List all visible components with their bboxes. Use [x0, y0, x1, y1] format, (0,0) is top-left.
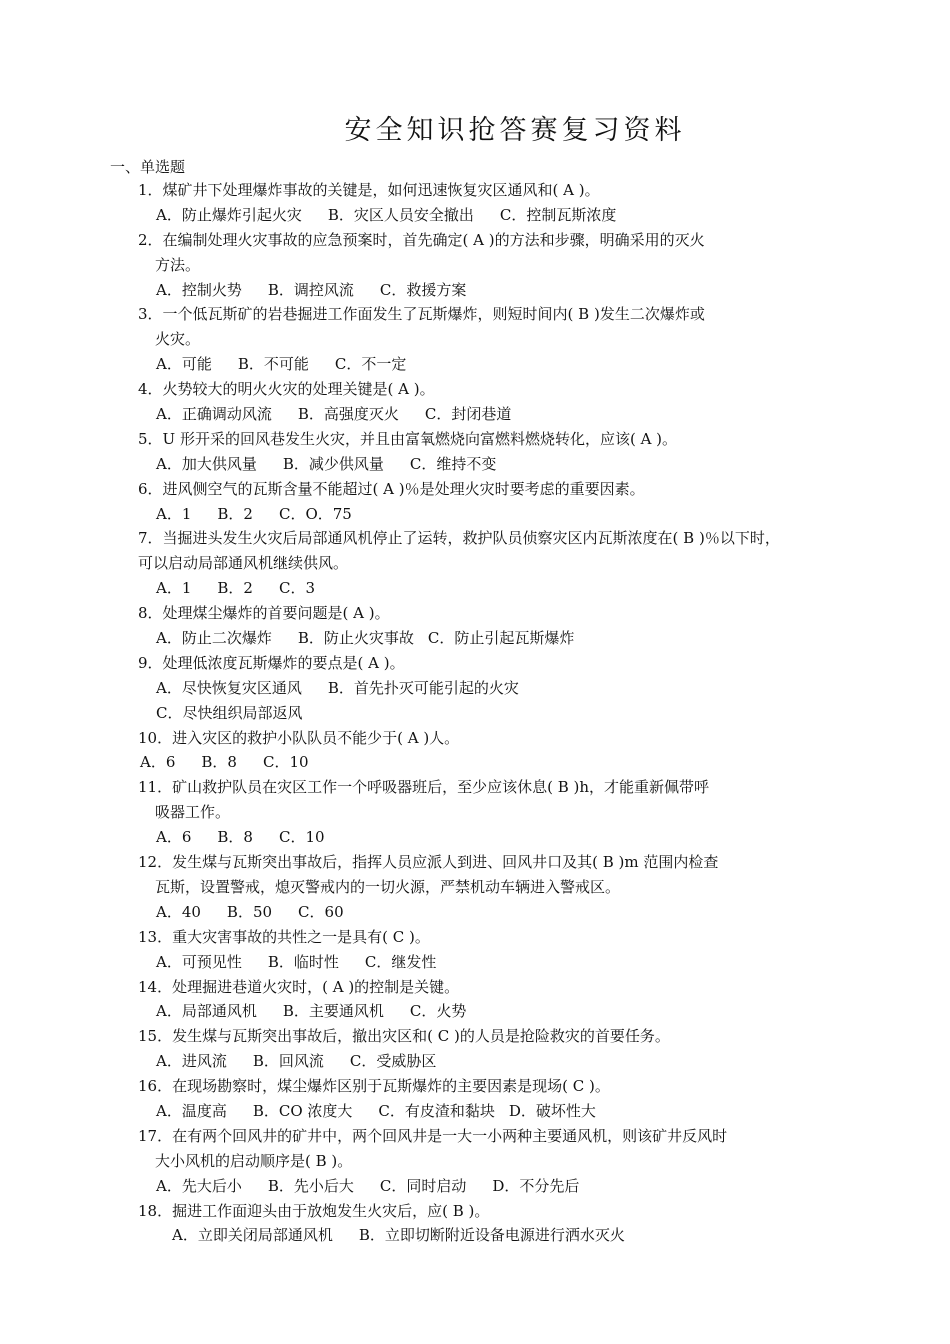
- options-row: [0, 452, 950, 477]
- question-text: 发生煤与瓦斯突出事故后，撤出灾区和( C )的人员是抢险救灾的首要任务。: [172, 1027, 670, 1046]
- question-item: [0, 850, 950, 925]
- option: B．CO 浓度大: [252, 1101, 353, 1120]
- option: A．1: [156, 504, 192, 523]
- question-text: 处理低浓度瓦斯爆炸的要点是( A )。: [162, 653, 405, 672]
- question-text: 处理煤尘爆炸的首要问题是( A )。: [162, 604, 390, 623]
- option: C．受威胁区: [349, 1052, 437, 1071]
- question-item: [0, 228, 950, 303]
- question-line-cont: 瓦斯，设置警戒，熄灭警戒内的一切火源，严禁机动车辆进入警戒区。: [155, 877, 621, 896]
- question-line: [0, 775, 950, 800]
- option: D．破坏性大: [508, 1101, 596, 1120]
- option: B．回风流: [252, 1052, 324, 1071]
- question-line: [0, 1024, 950, 1049]
- option: A．温度高: [156, 1101, 227, 1120]
- option: A．局部通风机: [156, 1002, 257, 1021]
- question-item: [0, 925, 950, 975]
- option: A．1: [156, 579, 192, 598]
- question-number: 1．: [138, 181, 163, 199]
- question-item: [0, 726, 950, 776]
- question-text: 在现场勘察时，煤尘爆炸区别于瓦斯爆炸的主要因素是现场( C )。: [172, 1077, 610, 1096]
- option: A．可能: [156, 355, 212, 374]
- options-row: [0, 750, 950, 775]
- question-number: 17．: [138, 1126, 173, 1145]
- option: B．先小后大: [267, 1176, 354, 1195]
- options-row: [0, 626, 950, 651]
- question-item: [0, 651, 950, 726]
- question-item: [0, 1124, 950, 1199]
- question-text: 进入灾区的救护小队队员不能少于( A )人。: [172, 728, 460, 747]
- options-row: [0, 402, 950, 427]
- page-title: 安全知识抢答赛复习资料: [344, 115, 686, 146]
- question-line: [0, 427, 950, 452]
- option: C．防止引起瓦斯爆炸: [427, 629, 575, 648]
- option: C．有皮渣和黏块: [378, 1101, 495, 1120]
- option: C．不一定: [334, 355, 407, 374]
- options-row: [0, 825, 950, 850]
- question-number: 9．: [138, 653, 163, 672]
- option: C．封闭巷道: [424, 405, 512, 424]
- question-number: 12．: [138, 853, 173, 872]
- option: C．O．75: [278, 504, 352, 523]
- question-text: 在编制处理火灾事故的应急预案时，首先确定( A )的方法和步骤，明确采用的灭火: [162, 230, 705, 249]
- option: A．正确调动风流: [156, 405, 272, 424]
- option: A．6: [156, 828, 192, 847]
- question-line: [0, 377, 950, 402]
- question-number: 3．: [138, 305, 163, 324]
- question-line: [0, 975, 950, 1000]
- option: B．2: [217, 579, 253, 598]
- option: B．8: [217, 828, 253, 847]
- section-heading: 一、单选题: [110, 158, 186, 176]
- question-number: 7．: [138, 529, 163, 548]
- option: C．继发性: [364, 952, 437, 971]
- options-row: [0, 278, 950, 303]
- option: D．不分先后: [492, 1176, 580, 1195]
- option: C．3: [278, 579, 315, 598]
- question-list: [0, 178, 950, 1248]
- question-item: [0, 1199, 950, 1249]
- question-item: [0, 526, 950, 601]
- question-number: 2．: [138, 230, 163, 249]
- question-item: [0, 601, 950, 651]
- options-row: [0, 1049, 950, 1074]
- option: B．减少供风量: [282, 454, 384, 473]
- option: C．尽快组织局部返风: [156, 703, 303, 722]
- option: C．10: [278, 828, 325, 847]
- question-line-cont: 可以启动局部通风机继续供风。: [138, 554, 349, 573]
- option: C．控制瓦斯浓度: [499, 205, 617, 224]
- question-number: 11．: [138, 778, 173, 797]
- question-line: [0, 601, 950, 626]
- option: A．控制火势: [156, 280, 242, 299]
- option: B．高强度灭火: [297, 405, 399, 424]
- question-text: 重大灾害事故的共性之一是具有( C )。: [172, 927, 430, 946]
- option: C．救援方案: [379, 280, 467, 299]
- question-line-cont: 方法。: [155, 255, 201, 274]
- options-row: [0, 900, 950, 925]
- question-item: [0, 377, 950, 427]
- option: A．可预见性: [156, 952, 242, 971]
- question-line: [0, 228, 950, 253]
- option: C．10: [262, 753, 309, 772]
- question-number: 15．: [138, 1027, 173, 1046]
- question-item: [0, 775, 950, 850]
- question-number: 6．: [138, 479, 163, 498]
- question-line-cont: 吸器工作。: [155, 803, 231, 822]
- option: A．进风流: [156, 1052, 227, 1071]
- question-text: 矿山救护队员在灾区工作一个呼吸器班后，至少应该休息( B )h，才能重新佩带呼: [172, 778, 710, 797]
- option: A．6: [140, 753, 176, 772]
- question-line-cont: 大小风机的启动顺序是( B )。: [155, 1151, 353, 1170]
- question-text: 煤矿井下处理爆炸事故的关键是，如何迅速恢复灾区通风和( A )。: [162, 181, 600, 199]
- question-line: [0, 850, 950, 875]
- option: C．火势: [409, 1002, 467, 1021]
- options-row: [0, 1223, 950, 1248]
- question-line: [0, 477, 950, 502]
- option: C．同时启动: [379, 1176, 467, 1195]
- option: A．先大后小: [156, 1176, 242, 1195]
- question-line: [0, 651, 950, 676]
- question-number: 13．: [138, 927, 173, 946]
- question-item: [0, 1074, 950, 1124]
- question-number: 4．: [138, 380, 163, 399]
- question-line: [0, 178, 950, 203]
- option: B．8: [201, 753, 237, 772]
- question-number: 18．: [138, 1201, 173, 1220]
- option: A．加大供风量: [156, 454, 257, 473]
- option: B．调控风流: [267, 280, 354, 299]
- question-line: [0, 526, 950, 551]
- options-row: [0, 576, 950, 601]
- option: B．不可能: [237, 355, 309, 374]
- options-row: [0, 203, 950, 228]
- question-item: [0, 975, 950, 1025]
- question-text: 一个低瓦斯矿的岩巷掘进工作面发生了瓦斯爆炸，则短时间内( B )发生二次爆炸或: [162, 305, 705, 324]
- question-text: 掘进工作面迎头由于放炮发生火灾后，应( B )。: [172, 1201, 490, 1220]
- question-text: 在有两个回风井的矿井中，两个回风井是一大一小两种主要通风机，则该矿井反风时: [172, 1126, 728, 1145]
- options-row: [0, 1174, 950, 1199]
- option: C．维持不变: [409, 454, 497, 473]
- option: B．首先扑灭可能引起的火灾: [327, 678, 519, 697]
- options-row: [0, 999, 950, 1024]
- options-row: [0, 502, 950, 527]
- options-row: [0, 676, 950, 701]
- question-line: [0, 726, 950, 751]
- question-text: U 形开采的回风巷发生火灾，并且由富氧燃烧向富燃料燃烧转化，应该( A )。: [162, 429, 678, 448]
- question-text: 处理掘进巷道火灾时，( A )的控制是关键。: [172, 977, 460, 996]
- question-line: [0, 925, 950, 950]
- options-row: [0, 1099, 950, 1124]
- option: A．尽快恢复灾区通风: [156, 678, 302, 697]
- question-item: [0, 427, 950, 477]
- question-item: [0, 1024, 950, 1074]
- option: B．立即切断附近设备电源进行洒水灭火: [358, 1226, 625, 1245]
- question-number: 16．: [138, 1077, 173, 1096]
- question-number: 8．: [138, 604, 163, 623]
- option: B．灾区人员安全撤出: [327, 205, 474, 224]
- question-text: 进风侧空气的瓦斯含量不能超过( A )％是处理火灾时要考虑的重要因素。: [162, 479, 645, 498]
- options-row: [0, 701, 950, 726]
- question-number: 14．: [138, 977, 173, 996]
- option: B．2: [217, 504, 253, 523]
- question-line: [0, 1199, 950, 1224]
- option: B．防止火灾事故: [297, 629, 414, 648]
- question-item: [0, 178, 950, 228]
- options-row: [0, 950, 950, 975]
- question-item: [0, 302, 950, 377]
- question-line: [0, 1124, 950, 1149]
- question-text: 发生煤与瓦斯突出事故后，指挥人员应派人到进、回风井口及其( B )m 范围内检查: [172, 853, 719, 872]
- question-number: 10．: [138, 728, 173, 747]
- option: B．主要通风机: [282, 1002, 384, 1021]
- question-line: [0, 1074, 950, 1099]
- question-line-cont: 火灾。: [155, 330, 201, 349]
- question-line: [0, 302, 950, 327]
- option: B．临时性: [267, 952, 339, 971]
- options-row: [0, 352, 950, 377]
- question-text: 火势较大的明火火灾的处理关键是( A )。: [162, 380, 435, 399]
- question-number: 5．: [138, 429, 163, 448]
- option: A．防止二次爆炸: [156, 629, 272, 648]
- option: A．40: [156, 902, 201, 921]
- option: A．防止爆炸引起火灾: [156, 205, 302, 224]
- option: A．立即关闭局部通风机: [172, 1226, 333, 1245]
- option: B．50: [226, 902, 273, 921]
- option: C．60: [298, 902, 344, 921]
- question-item: [0, 477, 950, 527]
- question-text: 当掘进头发生火灾后局部通风机停止了运转，救护队员侦察灾区内瓦斯浓度在( B )％以下时，: [162, 529, 780, 548]
